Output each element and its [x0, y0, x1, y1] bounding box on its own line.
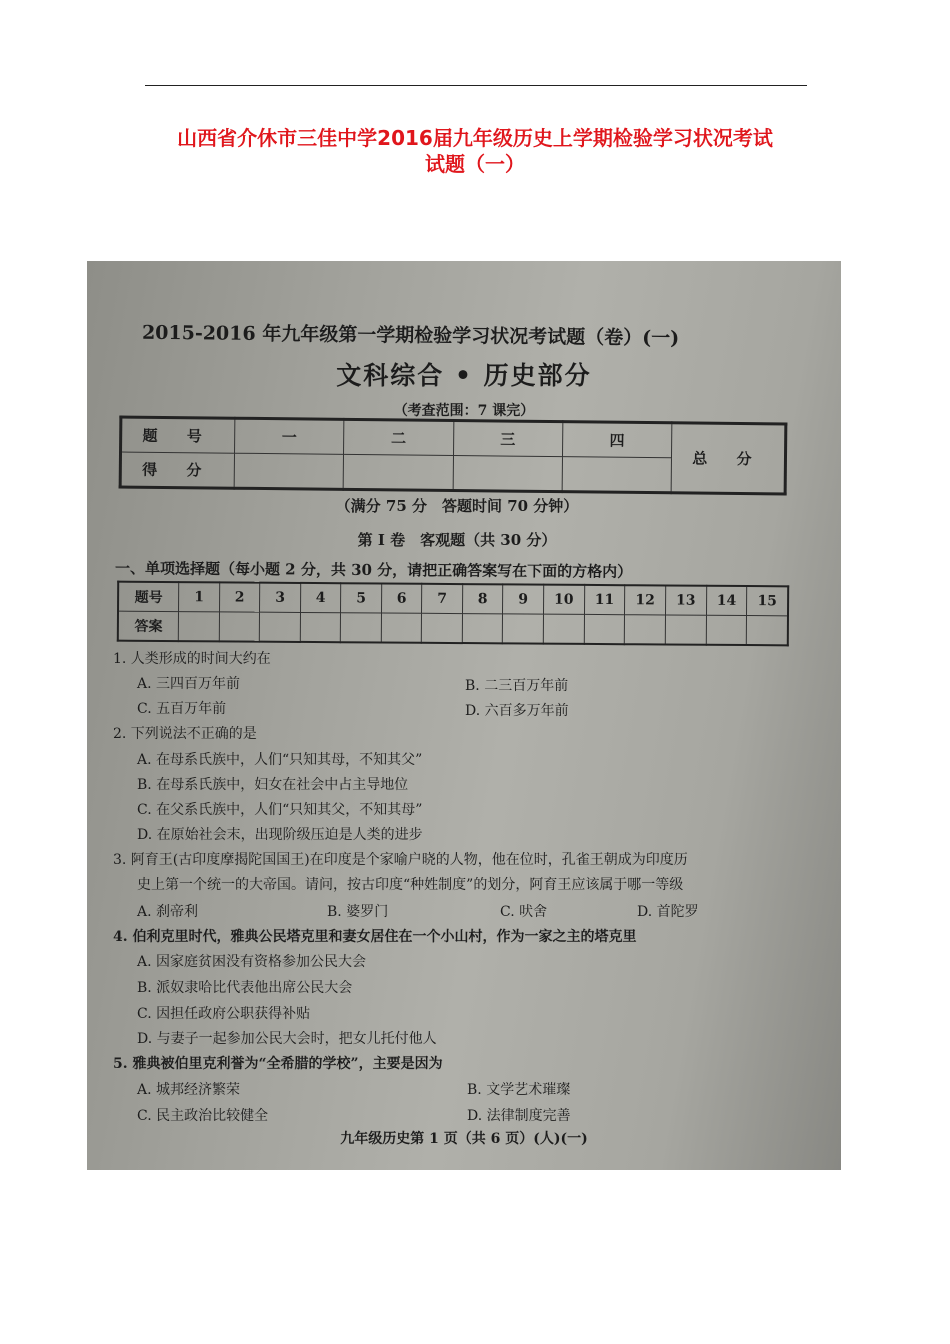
answer-number: 6: [381, 584, 422, 614]
answer-cell: [341, 613, 382, 643]
question-3-stem-line-1: 3. 阿育王(古印度摩揭陀国国王)在印度是个家喻户晓的人物，他在位时，孔雀王朝成为印度历: [113, 852, 688, 868]
answer-cell: [665, 615, 706, 645]
answer-number: 9: [503, 584, 544, 614]
question-5-option-d: D. 法律制度完善: [467, 1108, 571, 1124]
exam-title: 2015-2016 年九年级第一学期检验学习状况考试题（卷）(一): [141, 321, 680, 350]
answer-cell: [625, 615, 666, 645]
answer-cell: [300, 612, 341, 642]
answer-cell: [543, 614, 584, 644]
answer-number: 3: [260, 583, 301, 613]
question-5-stem: 5. 雅典被伯里克利誉为“全希腊的学校”，主要是因为: [113, 1056, 443, 1072]
question-2-stem: 2. 下列说法不正确的是: [113, 726, 257, 742]
question-2-option-d: D. 在原始社会末，出现阶级压迫是人类的进步: [137, 827, 423, 843]
score-cell: [453, 456, 563, 492]
section-title: 一、单项选择题（每小题 2 分，共 30 分，请把正确答案写在下面的方格内）: [114, 559, 633, 581]
question-3-option-a: A. 刹帝利: [137, 904, 199, 920]
full-marks: （满分 75 分 答题时间 70 分钟）: [335, 497, 579, 515]
question-5-option-a: A. 城邦经济繁荣: [137, 1082, 241, 1098]
exam-scope: （考查范围：7 课完）: [393, 403, 535, 419]
answer-number: 13: [665, 585, 706, 615]
part-title: 第 I 卷 客观题（共 30 分）: [357, 531, 557, 549]
score-col-1: 一: [235, 418, 345, 454]
question-5-option-c: C. 民主政治比较健全: [137, 1108, 269, 1124]
question-1-option-c: C. 五百万年前: [137, 701, 227, 717]
document-title: [100, 125, 850, 177]
answer-number: 4: [300, 583, 341, 613]
answer-number: 1: [179, 582, 220, 612]
answer-number: 8: [462, 584, 503, 614]
title-line-1: 山西省介休市三佳中学2016届九年级历史上学期检验学习状况考试: [177, 126, 773, 150]
question-2-option-a: A. 在母系氏族中，人们“只知其母，不知其父”: [137, 752, 423, 768]
answer-cell: [260, 612, 301, 642]
score-cell: [234, 453, 344, 489]
answer-number: 2: [219, 582, 260, 612]
question-4-option-c: C. 因担任政府公职获得补贴: [137, 1006, 311, 1022]
question-1-option-b: B. 二三百万年前: [465, 678, 569, 694]
answer-cell: [584, 614, 625, 644]
answer-cell: [747, 616, 788, 646]
score-col-3: 三: [453, 421, 563, 457]
answer-number: 12: [625, 585, 666, 615]
score-cell: [562, 457, 672, 493]
question-1-stem: 1. 人类形成的时间大约在: [113, 651, 271, 667]
score-col-2: 二: [344, 419, 454, 455]
question-4-option-b: B. 派奴隶哈比代表他出席公民大会: [137, 980, 353, 996]
answer-number: 15: [747, 586, 788, 616]
answer-cell: [503, 614, 544, 644]
score-row-label: 得 分: [120, 452, 234, 488]
question-2-option-c: C. 在父系氏族中，人们“只知其父，不知其母”: [137, 802, 423, 818]
top-divider: [145, 85, 807, 86]
answer-cell: [179, 612, 220, 642]
page-footer: 九年级历史第 1 页（共 6 页）(人)(一): [340, 1131, 588, 1147]
answer-row-label: 题号: [118, 582, 179, 612]
answer-table: [117, 581, 789, 647]
score-total: 总 分: [671, 423, 786, 494]
answer-number: 14: [706, 586, 747, 616]
question-3-option-b: B. 婆罗门: [327, 904, 389, 920]
answer-cell: [462, 614, 503, 644]
subject-title: 文科综合 • 历史部分: [336, 361, 592, 390]
answer-number: 10: [543, 585, 584, 615]
score-table: [119, 416, 788, 496]
question-4-option-a: A. 因家庭贫困没有资格参加公民大会: [137, 954, 367, 970]
score-col-4: 四: [562, 422, 672, 458]
question-5-option-b: B. 文学艺术璀璨: [467, 1082, 571, 1098]
question-3-option-c: C. 吠舍: [500, 904, 548, 920]
answer-number: 7: [422, 584, 463, 614]
answer-number: 11: [584, 585, 625, 615]
answer-cell: [706, 615, 747, 645]
title-line-2: 试题（一）: [425, 152, 525, 176]
answer-row-label: 答案: [118, 611, 179, 641]
score-header-label: 题 号: [121, 417, 235, 453]
answer-cell: [219, 612, 260, 642]
question-4-option-d: D. 与妻子一起参加公民大会时，把女儿托付他人: [137, 1031, 437, 1047]
exam-photo: [87, 261, 841, 1170]
question-1-option-a: A. 三四百万年前: [137, 676, 241, 692]
answer-cell: [381, 613, 422, 643]
answer-cell: [422, 613, 463, 643]
question-2-option-b: B. 在母系氏族中，妇女在社会中占主导地位: [137, 777, 409, 793]
question-3-stem-line-2: 史上第一个统一的大帝国。请问，按古印度“种姓制度”的划分，阿育王应该属于哪一等级: [137, 877, 684, 893]
question-3-option-d: D. 首陀罗: [637, 904, 699, 920]
score-cell: [343, 454, 453, 490]
question-1-option-d: D. 六百多万年前: [465, 703, 569, 719]
answer-number: 5: [341, 583, 382, 613]
question-4-stem: 4. 伯利克里时代，雅典公民塔克里和妻女居住在一个小山村，作为一家之主的塔克里: [113, 929, 637, 945]
